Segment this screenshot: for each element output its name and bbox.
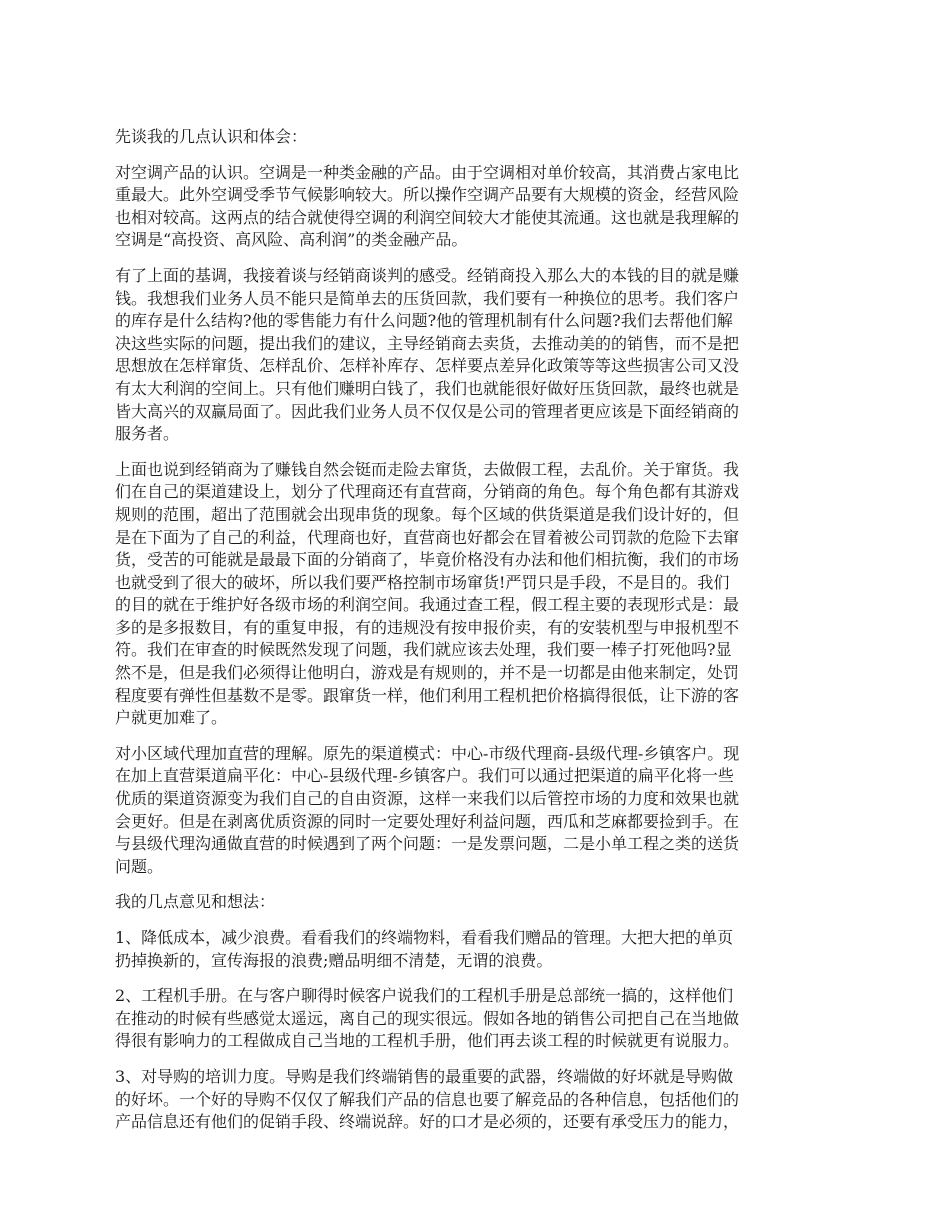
list-item-sales-training: 3、对导购的培训力度。导购是我们终端销售的最重要的武器，终端做的好坏就是导购做 的好坏。一个好的导购不仅仅了解我们产品的信息也要了解竞品的各种信息，包括他们的 产品信息还有他们的促销手段、终端说辞。好的口才是必须的，还要有承受压力的能力， [115, 1066, 740, 1132]
list-item-engineering-manual: 2、工程机手册。在与客户聊得时候客户说我们的工程机手册是总部统一搞的，这样他们 在推动的时候有些感觉太遥远，离自己的现实很远。假如各地的销售公司把自己在当地做 得很有影响力的工程做成自己当地的工程机手册，他们再去谈工程的时候就更有说服力。 [115, 986, 740, 1051]
paragraph-channel-model: 对小区域代理加直营的理解。原先的渠道模式：中心-市级代理商-县级代理-乡镇客户。现 在加上直营渠道扁平化：中心-县级代理-乡镇客户。我们可以通过把渠道的扁平化将一些 优质的渠道资源变为我们自己的自由资源，这样一来我们以后管控市场的力度和效果也就 会更好。但是在剥离优质资源的同时一定要处理好利益问题，西瓜和芝麻都要捡到手。在 与县级代理沟通做直营的时候遇到了两个问题：一是发票问题，二是小单工程之类的送货 问题。 [115, 743, 740, 876]
section-heading-understanding: 先谈我的几点认识和体会： [115, 127, 308, 146]
paragraph-dealer-negotiation: 有了上面的基调，我接着谈与经销商谈判的感受。经销商投入那么大的本钱的目的就是赚 钱。我想我们业务人员不能只是简单去的压货回款，我们要有一种换位的思考。我们客户 的库存是什么结构?他的零售能力有什么问题?他的管理机制有什么问题?我们去帮他们解 决这些实际的问题，提出我们的建议，主导经销商去卖货，去推动美的的销售，而不是把 思想放在怎样窜货、怎样乱价、怎样补库存、怎样要点差异化政策等等这些损害公司又没 有太大利润的空间上。只有他们赚明白钱了，我们也就能很好做好压货回款，最终也就是 皆大高兴的双赢局面了。因此我们业务人员不仅仅是公司的管理者更应该是下面经销商的 服务者。 [115, 265, 740, 444]
section-heading-suggestions: 我的几点意见和想法： [115, 892, 276, 912]
paragraph-cross-selling: 上面也说到经销商为了赚钱自然会铤而走险去窜货，去做假工程，去乱价。关于窜货。我 们在自己的渠道建设上，划分了代理商还有直营商，分销商的角色。每个角色都有其游戏 规则的范围，超出了范围就会出现串货的现象。每个区域的供货渠道是我们设计好的，但 是在下面为了自己的利益，代理商也好，直营商也好都会在冒着被公司罚款的危险下去窜 货，受苦的可能就是最最下面的分销商了，毕竟价格没有办法和他们相抗衡，我们的市场 也就受到了很大的破坏，所以我们要严格控制市场窜货!严罚只是手段，不是目的。我们 的目的就在于维护好各级市场的利润空间。我通过查工程，假工程主要的表现形式是：最 多的是多报数目，有的重复申报，有的违规没有按申报价卖，有的安装机型与申报机型不 符。我们在审查的时候既然发现了问题，我们就应该去处理，我们要一棒子打死他吗?显 然不是，但是我们必须得让他明白，游戏是有规则的，并不是一切都是由他来制定，处罚 程度要有弹性但基数不是零。跟窜货一样，他们利用工程机把价格搞得很低，让下游的客 户就更加难了。 [115, 459, 740, 728]
document-body [115, 126, 840, 1147]
list-item-cost-reduction: 1、降低成本，减少浪费。看看我们的终端物料，看看我们赠品的管理。大把大把的单页 扔掉换新的，宣传海报的浪费;赠品明细不清楚，无谓的浪费。 [115, 928, 734, 970]
paragraph-ac-product: 对空调产品的认识。空调是一种类金融的产品。由于空调相对单价较高，其消费占家电比 重最大。此外空调受季节气候影响较大。所以操作空调产品要有大规模的资金，经营风险 也相对较高。这两点的结合就使得空调的利润空间较大才能使其流通。这也就是我理解的 空调是“高投资、高风险、高利润”的类金融产品。 [115, 162, 740, 250]
